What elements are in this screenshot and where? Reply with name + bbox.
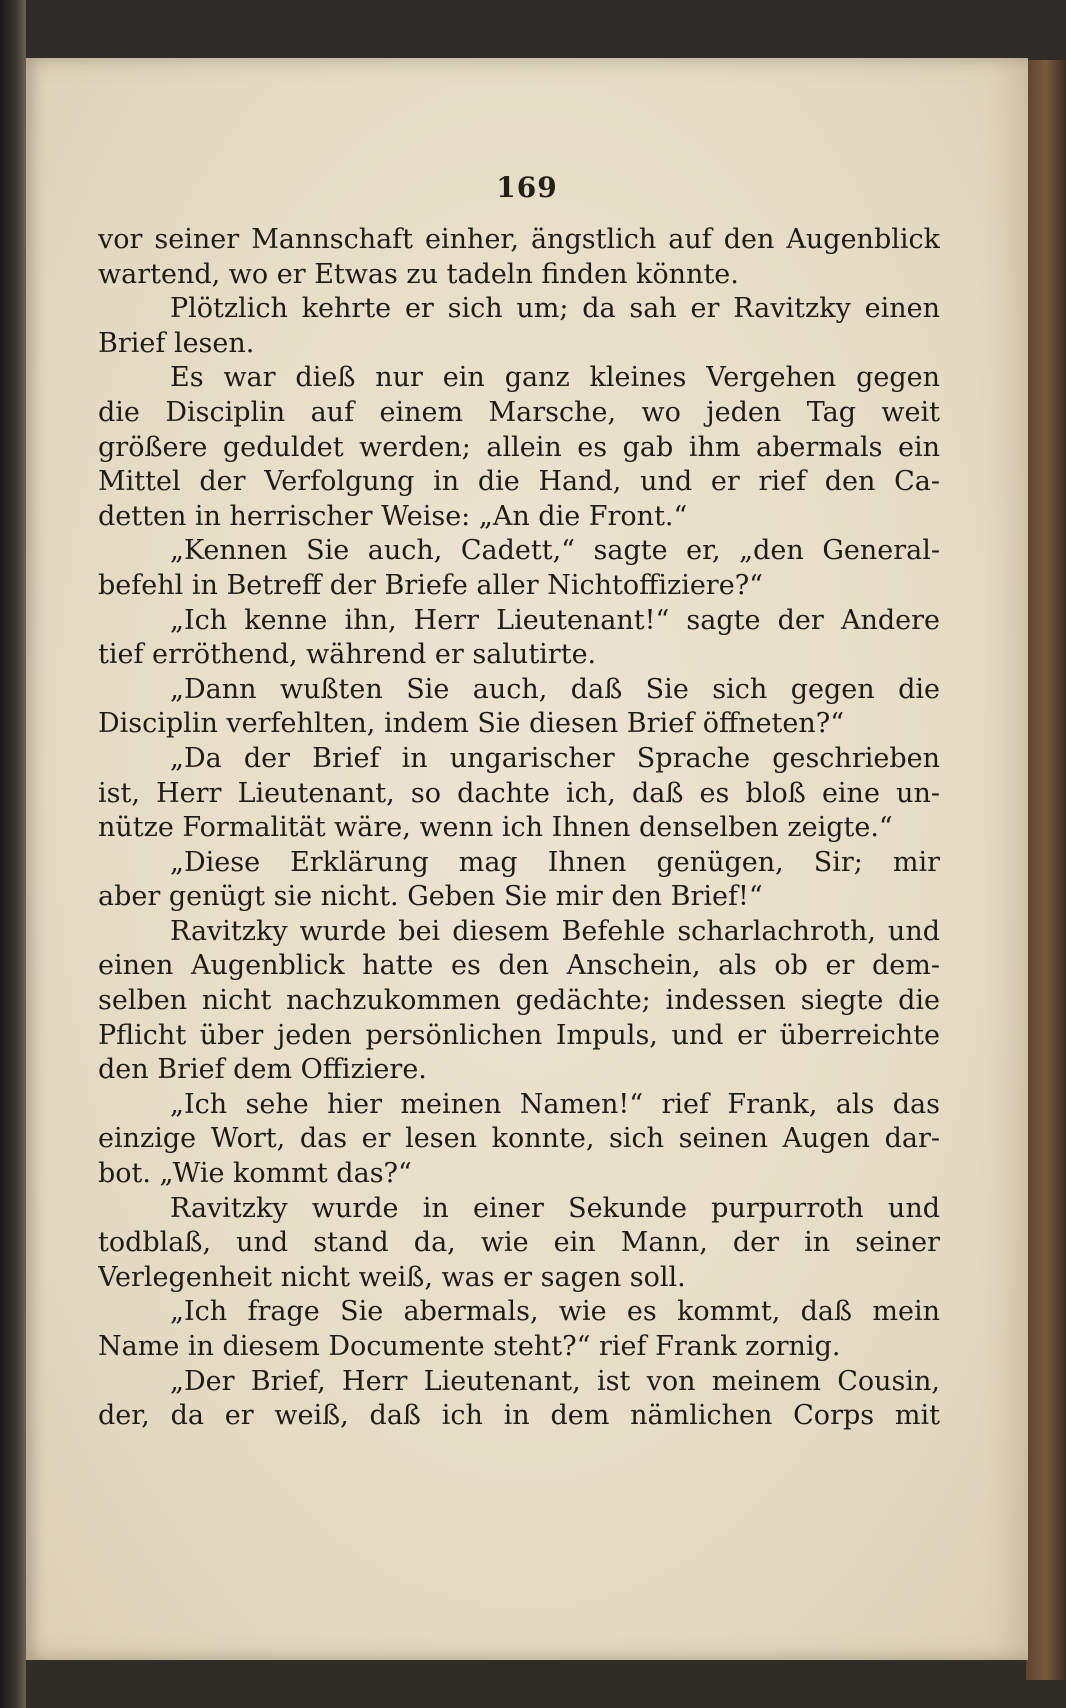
book-cover-edge	[1026, 60, 1066, 1680]
text-line: „Kennen Sie auch, Cadett,“ sagte er, „den General-	[170, 535, 940, 567]
text-line: Mittel der Verfolgung in die Hand, und er rief den Ca-	[98, 466, 940, 498]
text-line: Verlegenheit nicht weiß, was er sagen soll.	[98, 1261, 686, 1293]
text-line: „Diese Erklärung mag Ihnen genügen, Sir; mir	[170, 846, 940, 878]
text-line: „Ich sehe hier meinen Namen!“ rief Frank, als das	[170, 1088, 940, 1120]
text-line: Brief lesen.	[98, 327, 255, 359]
text-line: einzige Wort, das er lesen konnte, sich seinen Augen dar-	[98, 1123, 940, 1155]
text-line: aber genügt sie nicht. Geben Sie mir den Brief!“	[98, 881, 763, 913]
page-number: 169	[496, 171, 558, 204]
text-line: detten in herrischer Weise: „An die Front.“	[98, 500, 688, 532]
text-line: Ravitzky wurde bei diesem Befehle scharlachroth, und	[170, 915, 940, 947]
text-line: einen Augenblick hatte es den Anschein, als ob er dem-	[98, 950, 940, 982]
text-line: befehl in Betreff der Briefe aller Nichtoffiziere?“	[98, 569, 763, 601]
text-line: „Da der Brief in ungarischer Sprache geschrieben	[170, 742, 940, 774]
text-line: selben nicht nachzukommen gedächte; indessen siegte die	[98, 985, 940, 1017]
text-line: Ravitzky wurde in einer Sekunde purpurroth und	[170, 1192, 940, 1224]
text-line: todblaß, und stand da, wie ein Mann, der in seiner	[98, 1227, 940, 1259]
text-line: bot. „Wie kommt das?“	[98, 1158, 412, 1190]
text-line: „Ich frage Sie abermals, wie es kommt, daß mein	[170, 1296, 940, 1328]
text-line: wartend, wo er Etwas zu tadeln finden könnte.	[98, 258, 739, 290]
body-text	[98, 223, 940, 1434]
text-line: Disciplin verfehlten, indem Sie diesen Brief öffneten?“	[98, 708, 845, 740]
text-line: ist, Herr Lieutenant, so dachte ich, daß es bloß eine un-	[98, 777, 940, 809]
text-line: die Disciplin auf einem Marsche, wo jeden Tag weit	[98, 396, 940, 428]
text-line: der, da er weiß, daß ich in dem nämlichen Corps mit	[98, 1400, 940, 1432]
text-line: tief erröthend, während er salutirte.	[98, 639, 597, 671]
text-line: „Ich kenne ihn, Herr Lieutenant!“ sagte der Andere	[170, 604, 940, 636]
text-line: Es war dieß nur ein ganz kleines Vergehen gegen	[170, 362, 940, 394]
text-line: den Brief dem Offiziere.	[98, 1054, 427, 1086]
text-line: größere geduldet werden; allein es gab ihm abermals ein	[98, 431, 940, 463]
book-page	[26, 58, 1028, 1660]
text-line: nütze Formalität wäre, wenn ich Ihnen denselben zeigte.“	[98, 812, 893, 844]
text-line: „Der Brief, Herr Lieutenant, ist von meinem Cousin,	[170, 1365, 940, 1397]
book-binding	[0, 0, 26, 1708]
text-line: Name in diesem Documente steht?“ rief Frank zornig.	[98, 1331, 841, 1362]
text-line: Pflicht über jeden persönlichen Impuls, und er überreichte	[98, 1019, 940, 1051]
text-line: vor seiner Mannschaft einher, ängstlich auf den Augenblick	[98, 224, 940, 255]
text-line: Plötzlich kehrte er sich um; da sah er Ravitzky einen	[170, 293, 940, 325]
text-line: „Dann wußten Sie auch, daß Sie sich gegen die	[170, 673, 940, 705]
